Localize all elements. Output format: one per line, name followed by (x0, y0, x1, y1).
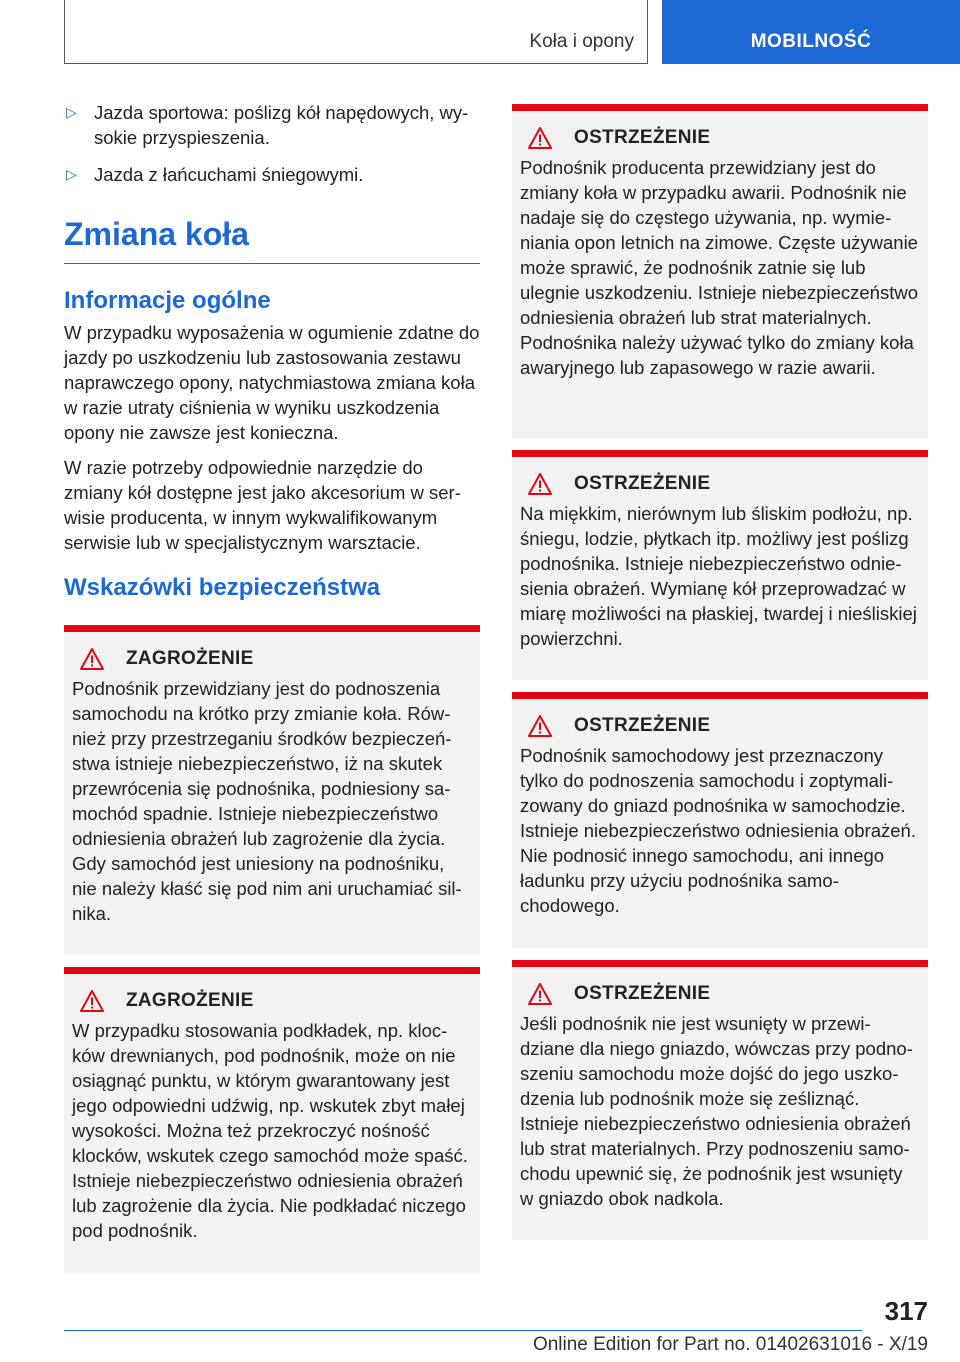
warning-title: OSTRZEŻENIE (574, 127, 711, 148)
danger-box (64, 625, 480, 955)
warning-text: Jeśli podnośnik nie jest wsunięty w przewidziane dla niego gniazdo, wówczas przy podnoszeniu samochodu może dojść do jego uszkodzenia lub podnośnik może się ześliznąć. Istnieje niebezpieczeństwo odniesienia obrażeń lub strat materialnych. Przy podnoszeniu samochodu upewnić się, że podnośnik jest wsunięty w gniazdo obok nadkola. (520, 1013, 913, 1209)
warning-text: Na miękkim, nierównym lub śliskim podłożu, np. śniegu, lodzie, płytkach itp. możliwy jest poślizg podnośnika. Istnieje niebezpieczeństwo odniesienia obrażeń. Wymianę kół przeprowadzać w miarę możliwości na płaskiej, twardej i nieśliskiej powierzchni. (520, 503, 917, 649)
section-title: Zmiana koła (64, 217, 480, 264)
header-section-title: Koła i opony (529, 31, 634, 52)
warning-triangle-icon (528, 715, 552, 737)
warning-triangle-icon (528, 473, 552, 495)
warning-triangle-icon (528, 983, 552, 1005)
warning-triangle-icon (528, 127, 552, 149)
subsection-title-general: Informacje ogólne (64, 287, 271, 314)
warning-title: OSTRZEŻENIE (574, 715, 711, 736)
list-item-text: Jazda z łańcuchami śniegowymi. (94, 164, 364, 185)
list-item (64, 100, 480, 150)
warning-title: OSTRZEŻENIE (574, 473, 711, 494)
warning-triangle-icon (80, 990, 104, 1012)
paragraph: W przypadku wyposażenia w ogumienie zdatne do jazdy po uszkodzeniu lub zastosowania zestawu naprawczego opony, natychmiastowa zmiana koła w razie utraty ciśnienia w wyniku uszkodzenia opony nie zawsze jest konieczna. (64, 322, 480, 443)
danger-box (64, 967, 480, 1273)
right-column (512, 104, 928, 1240)
danger-title: ZAGROŻENIE (126, 990, 254, 1011)
warning-triangle-icon (80, 648, 104, 670)
list-item (64, 162, 480, 187)
triangle-bullet-icon: ▷ (66, 166, 77, 182)
warning-title: OSTRZEŻENIE (574, 983, 711, 1004)
warning-box (512, 960, 928, 1240)
warning-box (512, 104, 928, 438)
subsection-title-safety: Wskazówki bezpieczeństwa (64, 574, 381, 601)
warning-text: Podnośnik samochodowy jest przeznaczony tylko do podnoszenia samochodu i zoptymalizowany do gniazd podnośnika w samochodzie. Istnieje niebezpieczeństwo odniesienia obrażeń. Nie podnosić innego samochodu, ani innego ładunku przy użyciu podnośnika samochodowego. (520, 745, 916, 916)
danger-title: ZAGROŻENIE (126, 648, 254, 669)
list-item-text: Jazda sportowa: poślizg kół napędowych, wysokie przyspieszenia. (94, 102, 469, 148)
warning-text: Podnośnik producenta przewidziany jest do zmiany koła w przypadku awarii. Podnośnik nie nadaje się do częstego używania, np. wymieniania opon letnich na zimowe. Częste używanie może sprawić, że podnośnik zatnie się lub ulegnie uszkodzeniu. Istnieje niebezpieczeństwo odniesienia obrażeń lub strat materialnych. Podnośnika należy używać tylko do zmiany koła awaryjnego lub zapasowego w razie awarii. (520, 157, 919, 378)
bullet-list (64, 100, 480, 187)
triangle-bullet-icon: ▷ (66, 104, 77, 120)
left-column (64, 100, 480, 1273)
danger-text: Podnośnik przewidziany jest do podnoszenia samochodu na krótko przy zmianie koła. Również przy przestrzeganiu środków bezpieczeństwa istnieje niebezpieczeństwo, iż na skutek przewrócenia się podnośnika, podniesiony samochód spadnie. Istnieje niebezpieczeństwo odniesienia obrażeń lub zagrożenie dla życia. Gdy samochód jest uniesiony na podnośniku, nie należy kłaść się pod nim ani uruchamiać silnika. (72, 678, 462, 924)
warning-box (512, 692, 928, 948)
footer-edition-text: Online Edition for Part no. 01402631016 - X/19 (532, 1334, 928, 1355)
warning-box (512, 450, 928, 680)
paragraph: W razie potrzeby odpowiednie narzędzie do zmiany kół dostępne jest jako akcesorium w serwisie producenta, w innym wykwalifikowanym serwisie lub w specjalistycznym warsztacie. (64, 457, 461, 553)
header-chapter-tab[interactable]: MOBILNOŚĆ (662, 0, 960, 64)
page-number: 317 (884, 1296, 928, 1326)
footer-divider (64, 1330, 862, 1331)
danger-text: W przypadku stosowania podkładek, np. klocków drewnianych, pod podnośnik, może on nie osiągnąć punktu, w którym gwarantowany jest jego odpowiedni udźwig, np. wskutek zbyt małej wysokości. Można też przekroczyć nośność klocków, wskutek czego samochód może spaść. Istnieje niebezpieczeństwo odniesienia obrażeń lub zagrożenie dla życia. Nie podkładać niczego pod podnośnik. (72, 1020, 468, 1241)
